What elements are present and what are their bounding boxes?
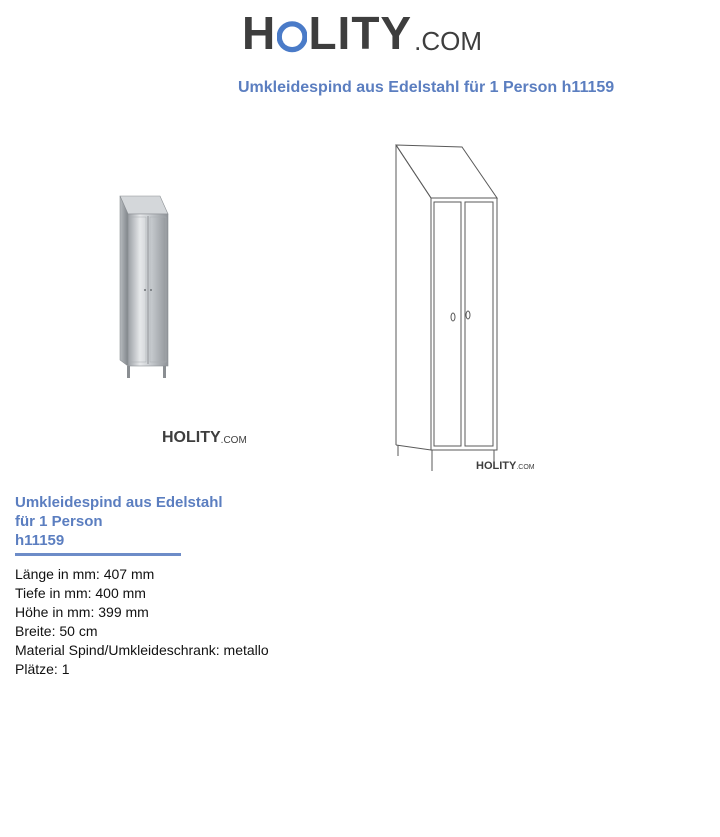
spec-item: Länge in mm: 407 mm [15, 566, 155, 582]
spec-item: Plätze: 1 [15, 661, 70, 677]
spec-item: Material Spind/Umkleideschrank: metallo [15, 642, 269, 658]
drawing-watermark-logo [476, 461, 535, 472]
page-title: Umkleidespind aus Edelstahl für 1 Person h11159 [238, 79, 615, 96]
product-photo[interactable] [110, 190, 180, 385]
divider [15, 553, 181, 556]
photo-watermark-word: HOLITY [162, 429, 221, 446]
product-code: h11159 [15, 532, 65, 549]
logo-domain: .COM [414, 26, 482, 56]
spec-list [15, 565, 269, 679]
product-name-line2: für 1 Person [15, 513, 103, 530]
holity-logo[interactable] [242, 7, 482, 70]
technical-drawing[interactable] [390, 140, 505, 478]
spec-item: Höhe in mm: 399 mm [15, 604, 149, 620]
spec-item: Breite: 50 cm [15, 623, 98, 639]
logo-o-icon [277, 16, 307, 56]
spec-item: Tiefe in mm: 400 mm [15, 585, 146, 601]
photo-watermark-domain: .COM [220, 435, 247, 446]
logo-word: LITY [308, 7, 413, 59]
logo-letter-h: H [242, 7, 277, 59]
drawing-watermark-word: HOLITY [476, 460, 517, 472]
photo-watermark-logo [162, 430, 247, 446]
drawing-watermark-domain: .COM [516, 464, 535, 471]
product-name-line1: Umkleidespind aus Edelstahl [15, 494, 223, 511]
product-name [15, 493, 223, 550]
